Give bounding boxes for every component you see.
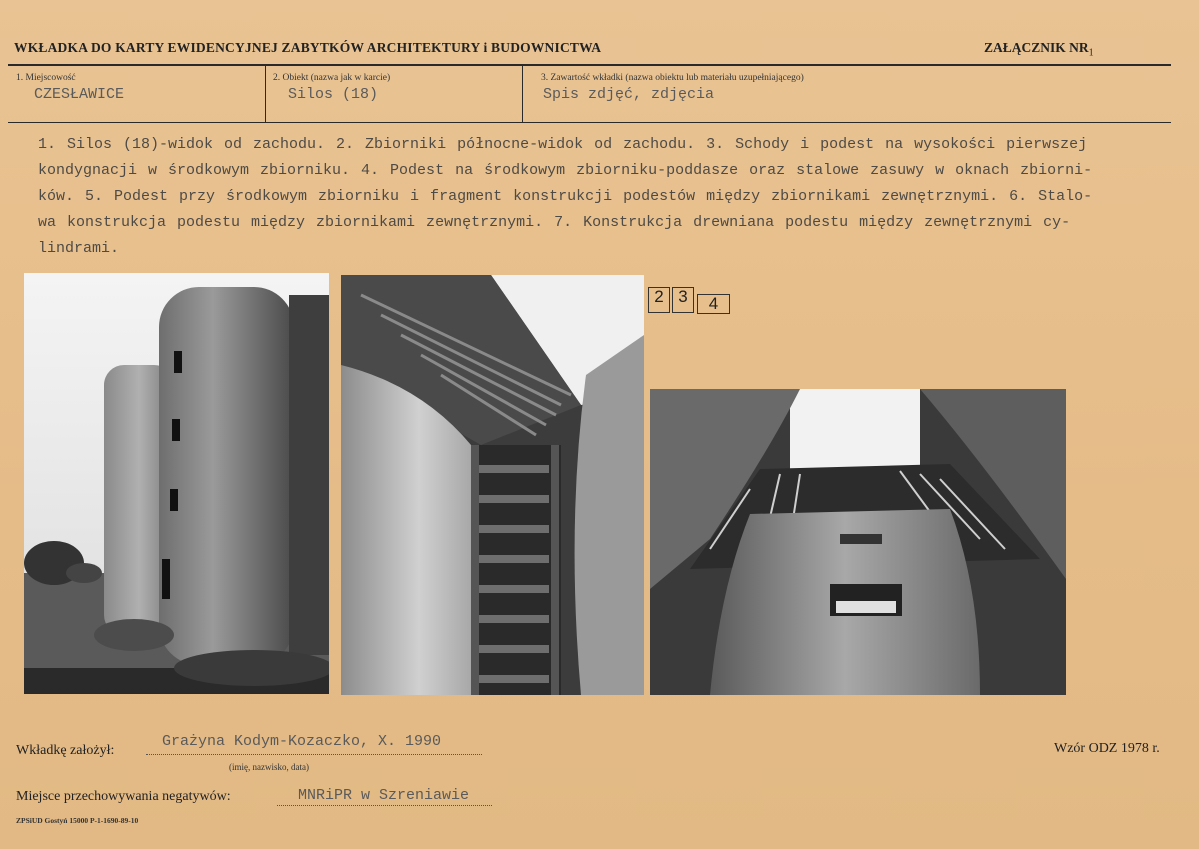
author-dotted-line [146,754,482,755]
field-divider-2 [522,66,523,122]
annex-number: 1 [1088,47,1094,59]
contents-value: Spis zdjęć, zdjęcia [543,86,715,103]
locality-value: CZESŁAWICE [34,86,125,103]
form-model: Wzór ODZ 1978 r. [1054,741,1160,756]
negatives-label: Miejsce przechowywania negatywów: [16,789,231,804]
annex-label: ZAŁĄCZNIK $NR_1$ [984,40,1094,59]
description-line: kondygnacji w środkowym zbiorniku. 4. Podest na środkowym zbiorniku-poddasze oraz stalowe zasuwy w oknach zbiorni- [38,162,1093,179]
photo-description [38,132,1188,262]
contents-label: 3. Zawartość wkładki (nazwa obiektu lub materiału uzupełniającego) [541,73,804,83]
top-rule [8,64,1171,66]
photo-number-box: 3 [672,287,694,313]
photo-number-box: 2 [648,287,670,313]
card-title: WKŁADKA DO KARTY EWIDENCYJNEJ ZABYTKÓW ARCHITEKTURY i BUDOWNICTWA [14,40,602,55]
description-line: 1. Silos (18)-widok od zachodu. 2. Zbiorniki północne-widok od zachodu. 3. Schody i podest na wysokości pierwszej [38,136,1088,153]
photo-silos-exterior [24,273,329,694]
photo-number-box: 4 [697,294,730,314]
fields-rule [8,122,1171,123]
photo-stairs [341,275,644,695]
author-hint: (imię, nazwisko, data) [229,762,309,772]
description-line: wa konstrukcja podestu między zbiornikami zewnętrznymi. 7. Konstrukcja drewniana podestu między zewnętrznymi cy- [38,214,1071,231]
description-line: ków. 5. Podest przy środkowym zbiorniku i fragment konstrukcji podestów między zbiornikami zewnętrznymi. 6. Stalo- [38,188,1093,205]
negatives-value: MNRiPR w Szreniawie [298,787,470,804]
printer-imprint: ZPSiUD Gostyń 15000 P-1-1690-89-10 [16,816,139,825]
description-line: lindrami. [38,240,120,257]
locality-label: 1. Miejscowość [16,73,76,83]
author-label: Wkładkę założył: [16,743,115,758]
object-label: 2. Obiekt (nazwa jak w karcie) [273,73,391,83]
object-value: Silos (18) [288,86,379,103]
field-divider-1 [265,66,266,122]
negatives-dotted-line [277,805,492,806]
photo-platform [650,389,1066,695]
author-value: Grażyna Kodym-Kozaczko, X. 1990 [162,733,442,750]
